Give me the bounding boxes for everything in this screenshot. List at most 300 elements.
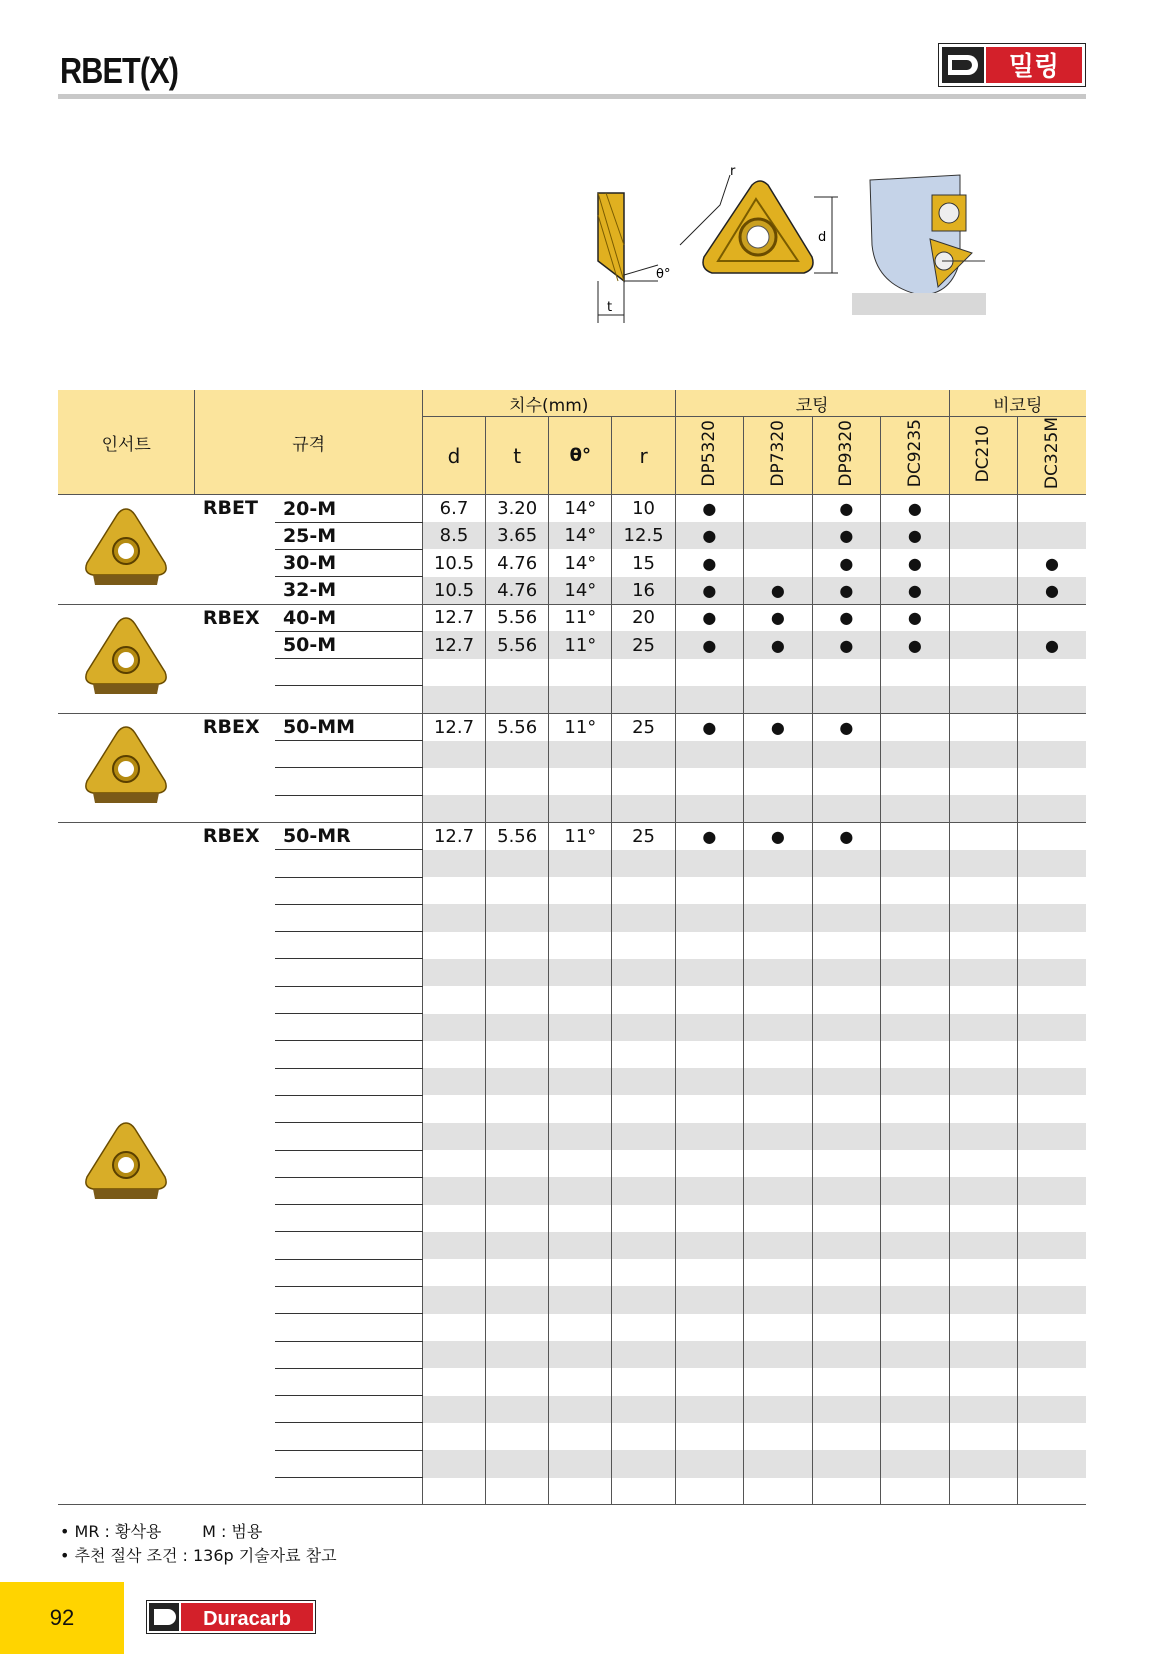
dim-d: 12.7: [422, 604, 485, 631]
header-r: r: [612, 417, 675, 495]
grade-mark: [949, 932, 1017, 959]
grade-mark: [881, 1232, 950, 1259]
dim-t: [486, 741, 549, 768]
grade-mark: [949, 604, 1017, 631]
grade-mark: [675, 932, 743, 959]
grade-mark: [949, 1150, 1017, 1177]
grade-mark: [812, 1232, 880, 1259]
grade-mark: [744, 1014, 812, 1041]
duracarb-text: Duracarb: [203, 1608, 291, 1630]
grade-mark: [949, 1450, 1017, 1477]
grade-mark: [675, 959, 743, 986]
grade-mark: [949, 1286, 1017, 1313]
grade-mark: [949, 659, 1017, 686]
dim-r: [612, 1232, 675, 1259]
grade-mark: ●: [812, 604, 880, 631]
grade-mark: [675, 1286, 743, 1313]
dim-t: [486, 1232, 549, 1259]
dim-theta: [549, 1396, 612, 1423]
spec-code: 30-M: [275, 549, 422, 576]
dim-r: 15: [612, 549, 675, 576]
grade-mark: [949, 795, 1017, 822]
dim-r: 25: [612, 822, 675, 849]
dim-t: [486, 686, 549, 713]
grade-mark: ●: [675, 495, 743, 522]
grade-mark: [949, 1041, 1017, 1068]
grade-mark: ●: [1018, 577, 1087, 604]
grade-mark: ●: [812, 549, 880, 576]
grade-mark: [1018, 1450, 1087, 1477]
header-t: t: [486, 417, 549, 495]
dim-t: 5.56: [486, 713, 549, 740]
grade-mark: [812, 1014, 880, 1041]
grade-mark: [949, 822, 1017, 849]
side-view-icon: [598, 193, 670, 323]
grade-mark: [1018, 713, 1087, 740]
header-insert: 인서트: [58, 390, 195, 495]
header-uncoated: 비코팅: [949, 390, 1086, 417]
spec-code: [275, 1314, 422, 1341]
dim-t: 5.56: [486, 604, 549, 631]
dim-t: [486, 1396, 549, 1423]
dim-r: 25: [612, 631, 675, 658]
grade-mark: [949, 1095, 1017, 1122]
dim-d: 6.7: [422, 495, 485, 522]
grade-mark: [812, 1123, 880, 1150]
dim-d: [422, 959, 485, 986]
grade-mark: [675, 1341, 743, 1368]
spec-table-body: [58, 495, 1086, 1505]
dim-t: [486, 1041, 549, 1068]
dim-theta: 11°: [549, 604, 612, 631]
dim-r: [612, 1286, 675, 1313]
dim-t: [486, 932, 549, 959]
dim-theta: [549, 1150, 612, 1177]
header-grade-dc325m: DC325M: [1042, 417, 1062, 490]
grade-mark: ●: [675, 713, 743, 740]
grade-mark: [1018, 1123, 1087, 1150]
dim-d: [422, 877, 485, 904]
dim-theta: 14°: [549, 495, 612, 522]
grade-mark: [1018, 904, 1087, 931]
series-label: RBEX: [195, 604, 275, 713]
grade-mark: [881, 877, 950, 904]
grade-mark: [1018, 522, 1087, 549]
grade-mark: [881, 659, 950, 686]
grade-mark: [675, 1041, 743, 1068]
dim-r: [612, 1368, 675, 1395]
grade-mark: [675, 795, 743, 822]
dim-r: [612, 1123, 675, 1150]
grade-mark: [1018, 932, 1087, 959]
grade-mark: [881, 686, 950, 713]
dim-d: [422, 986, 485, 1013]
grade-mark: ●: [881, 495, 950, 522]
dim-r: [612, 1396, 675, 1423]
dim-t: 4.76: [486, 549, 549, 576]
top-view-icon: [680, 165, 838, 273]
grade-mark: [1018, 1341, 1087, 1368]
grade-mark: [949, 741, 1017, 768]
dim-d: [422, 795, 485, 822]
grade-mark: [1018, 1286, 1087, 1313]
grade-mark: [675, 1205, 743, 1232]
grade-mark: ●: [744, 577, 812, 604]
spec-code: 32-M: [275, 577, 422, 604]
grade-mark: [949, 1177, 1017, 1204]
dim-r: [612, 768, 675, 795]
grade-mark: ●: [675, 604, 743, 631]
dim-r: [612, 1314, 675, 1341]
grade-mark: [675, 1068, 743, 1095]
dim-t: [486, 768, 549, 795]
grade-mark: ●: [812, 631, 880, 658]
dim-r: 20: [612, 604, 675, 631]
grade-mark: [812, 1286, 880, 1313]
grade-mark: [1018, 1314, 1087, 1341]
dim-r: [612, 659, 675, 686]
grade-mark: [812, 741, 880, 768]
dim-theta: 11°: [549, 822, 612, 849]
dim-d: [422, 1396, 485, 1423]
grade-mark: [881, 959, 950, 986]
svg-text:r: r: [730, 165, 736, 179]
grade-mark: [744, 686, 812, 713]
spec-code: [275, 986, 422, 1013]
page-number: 92: [0, 1582, 124, 1654]
dim-theta: [549, 1368, 612, 1395]
dim-d: 10.5: [422, 577, 485, 604]
grade-mark: ●: [812, 495, 880, 522]
dim-t: [486, 986, 549, 1013]
grade-mark: [744, 1341, 812, 1368]
grade-mark: ●: [881, 604, 950, 631]
dim-t: [486, 1150, 549, 1177]
dim-r: 16: [612, 577, 675, 604]
grade-mark: [949, 986, 1017, 1013]
grade-mark: [744, 549, 812, 576]
grade-mark: [1018, 1014, 1087, 1041]
grade-mark: ●: [812, 522, 880, 549]
header-dimensions: 치수(mm): [422, 390, 675, 417]
grade-mark: [949, 1205, 1017, 1232]
grade-mark: [812, 686, 880, 713]
dim-d: [422, 686, 485, 713]
dim-r: 25: [612, 713, 675, 740]
grade-mark: ●: [1018, 631, 1087, 658]
grade-mark: [744, 768, 812, 795]
grade-mark: [675, 1014, 743, 1041]
grade-mark: [744, 495, 812, 522]
grade-mark: [744, 1095, 812, 1122]
header-theta: θ°: [549, 417, 612, 495]
dim-r: [612, 932, 675, 959]
grade-mark: [949, 713, 1017, 740]
grade-mark: [675, 1478, 743, 1505]
header-grade-dc9235: DC9235: [904, 419, 925, 488]
dim-t: [486, 1478, 549, 1505]
dim-d: [422, 1232, 485, 1259]
dim-d: 12.7: [422, 713, 485, 740]
grade-mark: [949, 522, 1017, 549]
grade-mark: [744, 1259, 812, 1286]
dim-d: [422, 1177, 485, 1204]
grade-mark: [812, 1150, 880, 1177]
spec-code: 50-M: [275, 631, 422, 658]
dim-d: [422, 1314, 485, 1341]
grade-mark: [881, 1423, 950, 1450]
series-label: RBEX: [195, 713, 275, 822]
dim-d: [422, 1123, 485, 1150]
grade-mark: [881, 904, 950, 931]
grade-mark: [949, 1314, 1017, 1341]
grade-mark: [1018, 1068, 1087, 1095]
dim-d: [422, 768, 485, 795]
dim-r: [612, 959, 675, 986]
insert-image: [58, 713, 195, 822]
dim-theta: 14°: [549, 577, 612, 604]
series-label: RBET: [195, 495, 275, 604]
spec-code: [275, 1341, 422, 1368]
grade-mark: [1018, 495, 1087, 522]
grade-mark: [812, 850, 880, 877]
insert-image: [58, 822, 195, 1504]
grade-mark: [1018, 1041, 1087, 1068]
dim-r: [612, 741, 675, 768]
dim-t: [486, 959, 549, 986]
grade-mark: [949, 1341, 1017, 1368]
grade-mark: [1018, 959, 1087, 986]
dim-r: 12.5: [612, 522, 675, 549]
dim-theta: [549, 1068, 612, 1095]
spec-code: [275, 1286, 422, 1313]
grade-mark: [812, 1368, 880, 1395]
spec-code: 25-M: [275, 522, 422, 549]
spec-code: 20-M: [275, 495, 422, 522]
grade-mark: [744, 904, 812, 931]
dim-t: [486, 1095, 549, 1122]
dim-theta: [549, 1014, 612, 1041]
grade-mark: [949, 577, 1017, 604]
grade-mark: [675, 1177, 743, 1204]
svg-text:d: d: [818, 230, 827, 245]
grade-mark: [1018, 1232, 1087, 1259]
dim-d: [422, 904, 485, 931]
dim-t: [486, 795, 549, 822]
grade-mark: [812, 1478, 880, 1505]
grade-mark: [812, 986, 880, 1013]
dim-t: [486, 659, 549, 686]
dim-t: [486, 1286, 549, 1313]
grade-mark: [881, 795, 950, 822]
spec-code: [275, 686, 422, 713]
grade-mark: [675, 768, 743, 795]
dim-r: [612, 1150, 675, 1177]
dim-theta: [549, 1259, 612, 1286]
dim-r: [612, 904, 675, 931]
grade-mark: [949, 959, 1017, 986]
spec-code: [275, 795, 422, 822]
insert-image: [58, 604, 195, 713]
grade-mark: [812, 1068, 880, 1095]
dim-theta: [549, 850, 612, 877]
dim-theta: [549, 904, 612, 931]
spec-code: [275, 1041, 422, 1068]
spec-code: [275, 850, 422, 877]
grade-mark: [812, 1041, 880, 1068]
spec-code: [275, 1423, 422, 1450]
grade-mark: [949, 1423, 1017, 1450]
spec-code: [275, 659, 422, 686]
grade-mark: [812, 768, 880, 795]
dim-d: [422, 1450, 485, 1477]
dim-theta: [549, 1232, 612, 1259]
grade-mark: [949, 631, 1017, 658]
spec-code: [275, 1068, 422, 1095]
table-row: [58, 495, 1086, 522]
grade-mark: [675, 1423, 743, 1450]
dim-r: [612, 1259, 675, 1286]
grade-mark: [949, 768, 1017, 795]
insert-spec-table: [58, 390, 1086, 1505]
grade-mark: [949, 1123, 1017, 1150]
grade-mark: [881, 1286, 950, 1313]
dim-t: [486, 877, 549, 904]
grade-mark: [744, 1286, 812, 1313]
dim-t: [486, 1368, 549, 1395]
spec-code: [275, 1014, 422, 1041]
dim-d: [422, 1095, 485, 1122]
grade-mark: ●: [881, 631, 950, 658]
tool-view-icon: [852, 175, 986, 315]
grade-mark: [812, 795, 880, 822]
dim-theta: [549, 1478, 612, 1505]
dim-d: [422, 1341, 485, 1368]
dim-theta: 11°: [549, 631, 612, 658]
title-rule: [58, 94, 1086, 99]
spec-code: [275, 1259, 422, 1286]
grade-mark: [881, 1341, 950, 1368]
grade-mark: [744, 932, 812, 959]
dim-r: [612, 986, 675, 1013]
grade-mark: [812, 932, 880, 959]
grade-mark: [675, 1259, 743, 1286]
grade-mark: [812, 877, 880, 904]
dim-t: [486, 904, 549, 931]
spec-code: [275, 1205, 422, 1232]
grade-mark: [949, 1232, 1017, 1259]
grade-mark: [744, 986, 812, 1013]
grade-mark: [881, 1041, 950, 1068]
dim-theta: [549, 1177, 612, 1204]
dim-d: [422, 1068, 485, 1095]
table-row: [58, 822, 1086, 849]
dim-t: [486, 1177, 549, 1204]
grade-mark: [881, 1123, 950, 1150]
grade-mark: [744, 795, 812, 822]
dim-d: [422, 850, 485, 877]
grade-mark: [881, 741, 950, 768]
grade-mark: [881, 768, 950, 795]
header-grade-dp7320: DP7320: [767, 420, 788, 487]
dim-t: [486, 1450, 549, 1477]
grade-mark: [1018, 850, 1087, 877]
grade-mark: [675, 1150, 743, 1177]
grade-mark: [949, 1368, 1017, 1395]
footnotes: [60, 1520, 337, 1568]
grade-mark: [949, 1396, 1017, 1423]
dim-theta: [549, 1205, 612, 1232]
spec-code: [275, 1150, 422, 1177]
grade-mark: [1018, 1205, 1087, 1232]
dim-d: 12.7: [422, 631, 485, 658]
grade-mark: [881, 1259, 950, 1286]
grade-mark: [744, 1041, 812, 1068]
grade-mark: [675, 1095, 743, 1122]
dim-d: [422, 932, 485, 959]
footnote-mr: • MR : 황삭용 M : 범용: [60, 1522, 263, 1541]
grade-mark: ●: [812, 577, 880, 604]
dim-r: [612, 850, 675, 877]
grade-mark: [744, 1177, 812, 1204]
dim-theta: [549, 768, 612, 795]
dim-theta: [549, 877, 612, 904]
grade-mark: [881, 1314, 950, 1341]
table-row: [58, 604, 1086, 631]
grade-mark: [881, 1478, 950, 1505]
grade-mark: [1018, 1368, 1087, 1395]
dim-theta: 11°: [549, 713, 612, 740]
grade-mark: [675, 1396, 743, 1423]
dim-r: [612, 1341, 675, 1368]
grade-mark: [1018, 877, 1087, 904]
dim-d: [422, 1150, 485, 1177]
grade-mark: ●: [675, 577, 743, 604]
grade-mark: [744, 1423, 812, 1450]
grade-mark: [744, 850, 812, 877]
grade-mark: [1018, 659, 1087, 686]
grade-mark: [812, 1341, 880, 1368]
grade-mark: [744, 1232, 812, 1259]
svg-text:t: t: [607, 300, 613, 315]
grade-mark: [881, 1450, 950, 1477]
grade-mark: [812, 1177, 880, 1204]
dim-theta: [549, 986, 612, 1013]
grade-mark: [881, 1205, 950, 1232]
grade-mark: [949, 1068, 1017, 1095]
grade-mark: ●: [812, 713, 880, 740]
dim-t: [486, 1423, 549, 1450]
dim-t: 5.56: [486, 631, 549, 658]
dim-theta: [549, 1041, 612, 1068]
spec-code: [275, 768, 422, 795]
grade-mark: [881, 986, 950, 1013]
dim-d: [422, 1259, 485, 1286]
dim-r: [612, 1041, 675, 1068]
dim-t: 4.76: [486, 577, 549, 604]
grade-mark: [881, 1068, 950, 1095]
grade-mark: ●: [881, 577, 950, 604]
grade-mark: [744, 1478, 812, 1505]
grade-mark: [675, 986, 743, 1013]
dim-r: [612, 795, 675, 822]
grade-mark: [949, 1014, 1017, 1041]
spec-code: [275, 1450, 422, 1477]
grade-mark: ●: [675, 631, 743, 658]
spec-code: [275, 1396, 422, 1423]
grade-mark: [881, 1150, 950, 1177]
series-label: RBEX: [195, 822, 275, 1504]
